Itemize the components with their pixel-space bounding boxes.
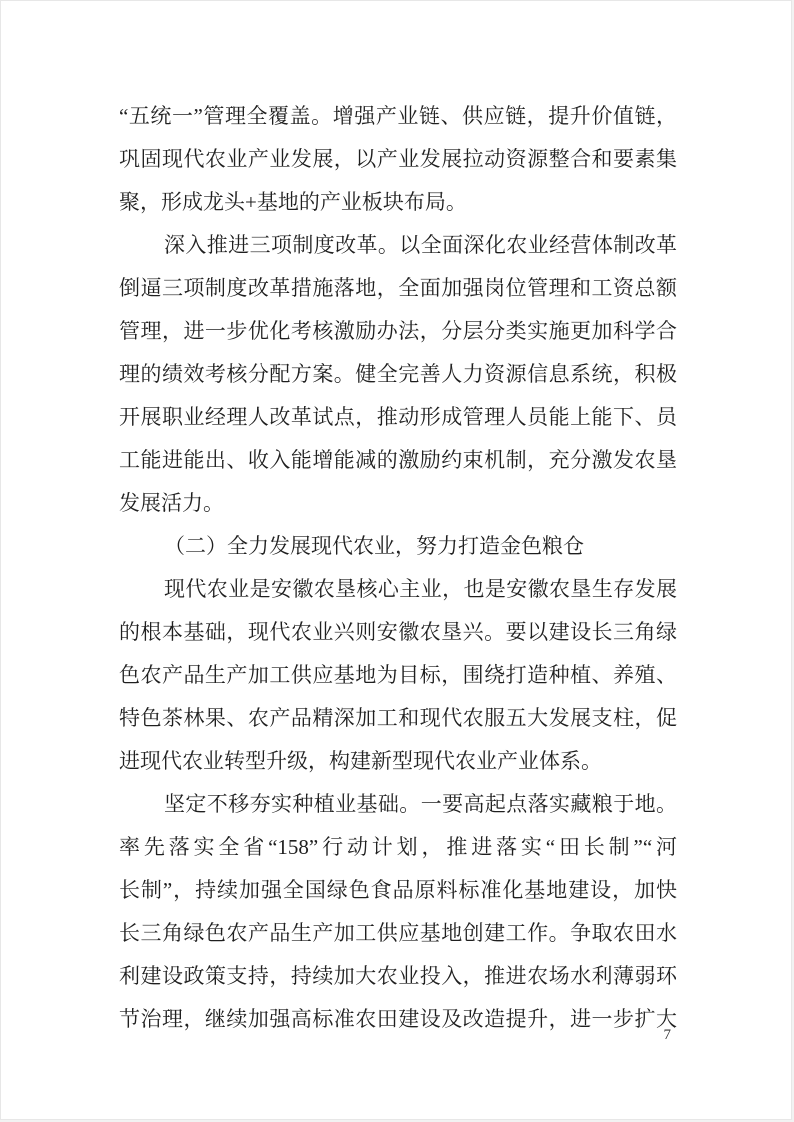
text-line: 色农产品生产加工供应基地为目标，围绕打造种植、养殖、 bbox=[119, 663, 677, 687]
text-line: 发展活力。 bbox=[119, 491, 224, 515]
text-line: 特色茶林果、农产品精深加工和现代农服五大发展支柱，促 bbox=[119, 706, 677, 730]
text-line: 节治理，继续加强高标准农田建设及改造提升，进一步扩大 bbox=[119, 1007, 677, 1031]
text-line: 利建设政策支持，持续加大农业投入，推进农场水利薄弱环 bbox=[119, 964, 677, 988]
text-line: 巩固现代农业产业发展，以产业发展拉动资源整合和要素集 bbox=[119, 147, 677, 171]
text-line: 进现代农业转型升级，构建新型现代农业产业体系。 bbox=[119, 749, 602, 773]
text-line: 长三角绿色农产品生产加工供应基地创建工作。争取农田水 bbox=[119, 921, 677, 945]
page-number: 7 bbox=[663, 1027, 671, 1043]
text-line: 坚定不移夯实种植业基础。一要高起点落实藏粮于地。 bbox=[164, 792, 677, 816]
text-line: 倒逼三项制度改革措施落地，全面加强岗位管理和工资总额 bbox=[119, 276, 677, 300]
text-line: 率先落实全省“158”行动计划，推进落实“田长制”“河 bbox=[119, 835, 677, 859]
text-line: 的根本基础，现代农业兴则安徽农垦兴。要以建设长三角绿 bbox=[119, 620, 677, 644]
text-line: 聚，形成龙头+基地的产业板块布局。 bbox=[119, 190, 467, 214]
section-heading bbox=[119, 525, 677, 568]
document-body bbox=[119, 95, 677, 1041]
text-line: 工能进能出、收入能增能减的激励约束机制，充分激发农垦 bbox=[119, 448, 677, 472]
text-line: 管理，进一步优化考核激励办法，分层分类实施更加科学合 bbox=[119, 319, 677, 343]
paragraph bbox=[119, 783, 677, 1041]
text-line: 深入推进三项制度改革。以全面深化农业经营体制改革 bbox=[164, 233, 677, 257]
text-line: 开展职业经理人改革试点，推动形成管理人员能上能下、员 bbox=[119, 405, 677, 429]
paragraph bbox=[119, 95, 677, 224]
text-line: 理的绩效考核分配方案。健全完善人力资源信息系统，积极 bbox=[119, 362, 677, 386]
text-line: “五统一”管理全覆盖。增强产业链、供应链，提升价值链， bbox=[119, 104, 677, 128]
paragraph bbox=[119, 568, 677, 783]
heading-line: （二）全力发展现代农业，努力打造金色粮仓 bbox=[164, 534, 584, 558]
text-line: 长制”，持续加强全国绿色食品原料标准化基地建设，加快 bbox=[119, 878, 677, 902]
text-line: 现代农业是安徽农垦核心主业，也是安徽农垦生存发展 bbox=[164, 577, 677, 601]
paragraph bbox=[119, 224, 677, 525]
